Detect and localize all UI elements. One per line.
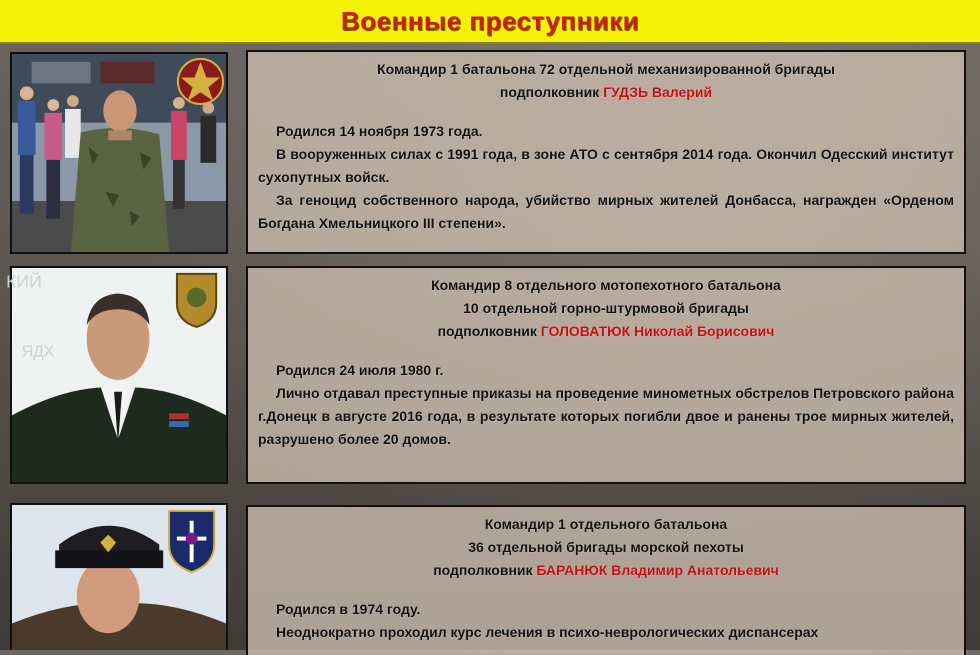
- card-commander-2: [246, 266, 966, 484]
- banner-text: ЯДХ: [21, 343, 55, 361]
- card-commander-3: [246, 505, 966, 655]
- photo-commander-2: [6, 266, 228, 484]
- bio-paragraph: В вооруженных силах с 1991 года, в зоне АТО с сентября 2014 года. Окончил Одесский институт сухопутных войск.: [258, 146, 954, 185]
- rank: подполковник: [437, 323, 537, 339]
- banner-text: КИЙ: [6, 271, 42, 292]
- position-line: 10 отдельной горно-штурмовой бригады: [463, 300, 749, 316]
- position-line: Командир 1 отдельного батальона: [484, 516, 728, 532]
- commander-name: ГОЛОВАТЮК Николай Борисович: [540, 323, 775, 339]
- rank: подполковник: [433, 562, 533, 578]
- photo-commander-3: [10, 503, 228, 650]
- rank: подполковник: [499, 84, 600, 100]
- bio-paragraph: Родился 14 ноября 1973 года.: [276, 123, 483, 139]
- rank-name-line: [258, 559, 954, 582]
- page-title: Военные преступники: [340, 5, 640, 36]
- rank-name-line: [258, 320, 954, 343]
- position-line: 36 отдельной бригады морской пехоты: [468, 539, 744, 555]
- bio-paragraph: Родился 24 июля 1980 г.: [276, 362, 444, 378]
- bio-paragraph: Неоднократно проходил курс лечения в психо-неврологических диспансерах: [276, 624, 819, 640]
- position-line: Командир 8 отдельного мотопехотного батальона: [431, 277, 781, 293]
- commander-name: БАРАНЮК Владимир Анатольевич: [536, 562, 779, 578]
- rank-name-line: [258, 81, 954, 104]
- bio-paragraph: Лично отдавал преступные приказы на проведение минометных обстрелов Петровского района г.Донецк в августе 2016 года, в результате которых погибли двое и ранены трое мирных жителей, разрушено более 20 домов.: [258, 385, 954, 447]
- bio-paragraph: Родился в 1974 году.: [276, 601, 421, 617]
- card-commander-1: [246, 50, 966, 254]
- bio-paragraph: За геноцид собственного народа, убийство мирных жителей Донбасса, награжден «Орденом Богдана Хмельницкого III степени».: [258, 192, 954, 231]
- photo-commander-1: [10, 52, 228, 254]
- position-line: Командир 1 батальона 72 отдельной механизированной бригады: [377, 61, 835, 77]
- title-bar: [0, 0, 980, 44]
- commander-name: ГУДЗЬ Валерий: [603, 84, 713, 100]
